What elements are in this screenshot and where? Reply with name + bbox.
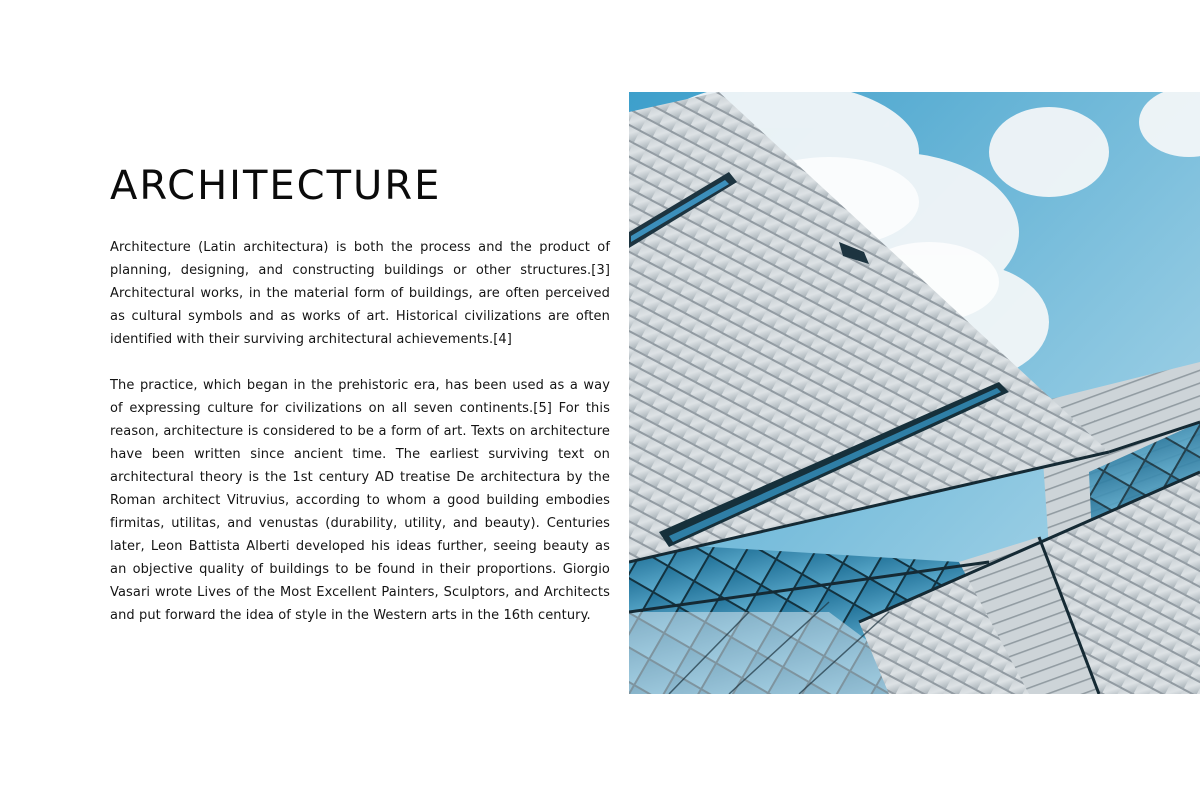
page-title: ARCHITECTURE bbox=[110, 163, 442, 209]
building-photo bbox=[629, 92, 1200, 694]
paragraph-1: Architecture (Latin architectura) is both the process and the product of planning, designing, and constructing buildings or other structures.[3] Architectural works, in the material form of buildings, are often perceived as cultural symbols and as works of art. Historical civilizations are often identified with their surviving architectural achievements.[4] bbox=[110, 240, 610, 347]
paragraph-2: The practice, which began in the prehistoric era, has been used as a way of expressing culture for civilizations on all seven continents.[5] For this reason, architecture is considered to be a form of art. Texts on architecture have been written since ancient time. The earliest surviving text on architectural theory is the 1st century AD treatise De architectura by the Roman architect Vitruvius, according to whom a good building embodies firmitas, utilitas, and venustas (durability, utility, and beauty). Centuries later, Leon Battista Alberti developed his ideas further, seeing beauty as an objective quality of buildings to be found in their proportions. Giorgio Vasari wrote Lives of the Most Excellent Painters, Sculptors, and Architects and put forward the idea of style in the Western arts in the 16th century. bbox=[110, 378, 610, 623]
building-photo-illustration bbox=[629, 92, 1200, 694]
article-text-column bbox=[110, 160, 610, 627]
